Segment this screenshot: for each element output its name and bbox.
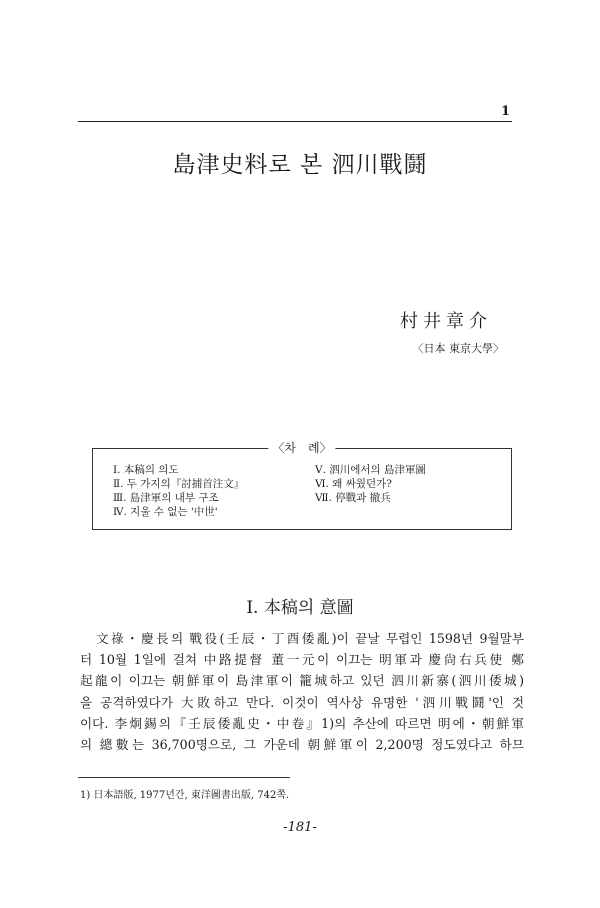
- toc-item: Ⅶ. 停戰과 撤兵: [315, 492, 391, 504]
- body-line: 터 10월 1일에 걸쳐 中路提督 董一元이 이끄는 明軍과 慶尙右兵使 鄭: [80, 652, 524, 668]
- footnote-rule: [78, 777, 290, 778]
- toc-item: Ⅰ. 本稿의 의도: [113, 464, 179, 476]
- toc-item: Ⅴ. 泗川에서의 島津軍圖: [315, 464, 427, 476]
- body-line: 文祿・慶長의 戰役(壬辰・丁酉倭亂)이 끝날 무렵인 1598년 9월말부: [96, 631, 524, 646]
- toc-label: 〈차 례〉: [268, 439, 335, 456]
- footnote: 1) 日本語版, 1977년간, 東洋圖書出版, 742쪽.: [80, 790, 290, 801]
- header-page-number: 1: [500, 104, 510, 119]
- table-of-contents: [92, 441, 512, 530]
- article-title: 島津史料로 본 泗川戰鬪: [172, 152, 428, 178]
- toc-right-column: [315, 463, 426, 505]
- header-rule: [78, 121, 512, 122]
- author-affiliation: 〈日本 東京大學〉: [412, 342, 504, 355]
- body-line: 起龍이 이끄는 朝鮮軍이 島津軍이 籠城하고 있던 泗川新寨(泗川倭城): [80, 673, 524, 689]
- body-paragraph: [80, 628, 524, 755]
- section-heading: Ⅰ. 本稿의 意圖: [246, 598, 354, 618]
- toc-left-column: [113, 463, 244, 519]
- toc-item: Ⅵ. 왜 싸웠던가?: [315, 478, 392, 490]
- author-name: 村井章介: [400, 311, 492, 332]
- body-line: 의 總數는 36,700명으로, 그 가운데 朝鮮軍이 2,200명 정도였다고 하므: [80, 736, 524, 752]
- toc-item: Ⅱ. 두 가지의『討捕首注文』: [113, 478, 245, 490]
- toc-item: Ⅲ. 島津軍의 내부 구조: [113, 492, 219, 504]
- body-line: 을 공격하였다가 大敗하고 만다. 이것이 역사상 유명한 '泗川戰鬪'인 것: [80, 694, 524, 710]
- body-line: 이다. 李炯錫의『壬辰倭亂史・中卷』1)의 추산에 따르면 明에・朝鮮軍: [80, 715, 524, 731]
- toc-item: Ⅳ. 지울 수 없는 '中世': [113, 506, 218, 518]
- page-folio: -181-: [283, 820, 317, 835]
